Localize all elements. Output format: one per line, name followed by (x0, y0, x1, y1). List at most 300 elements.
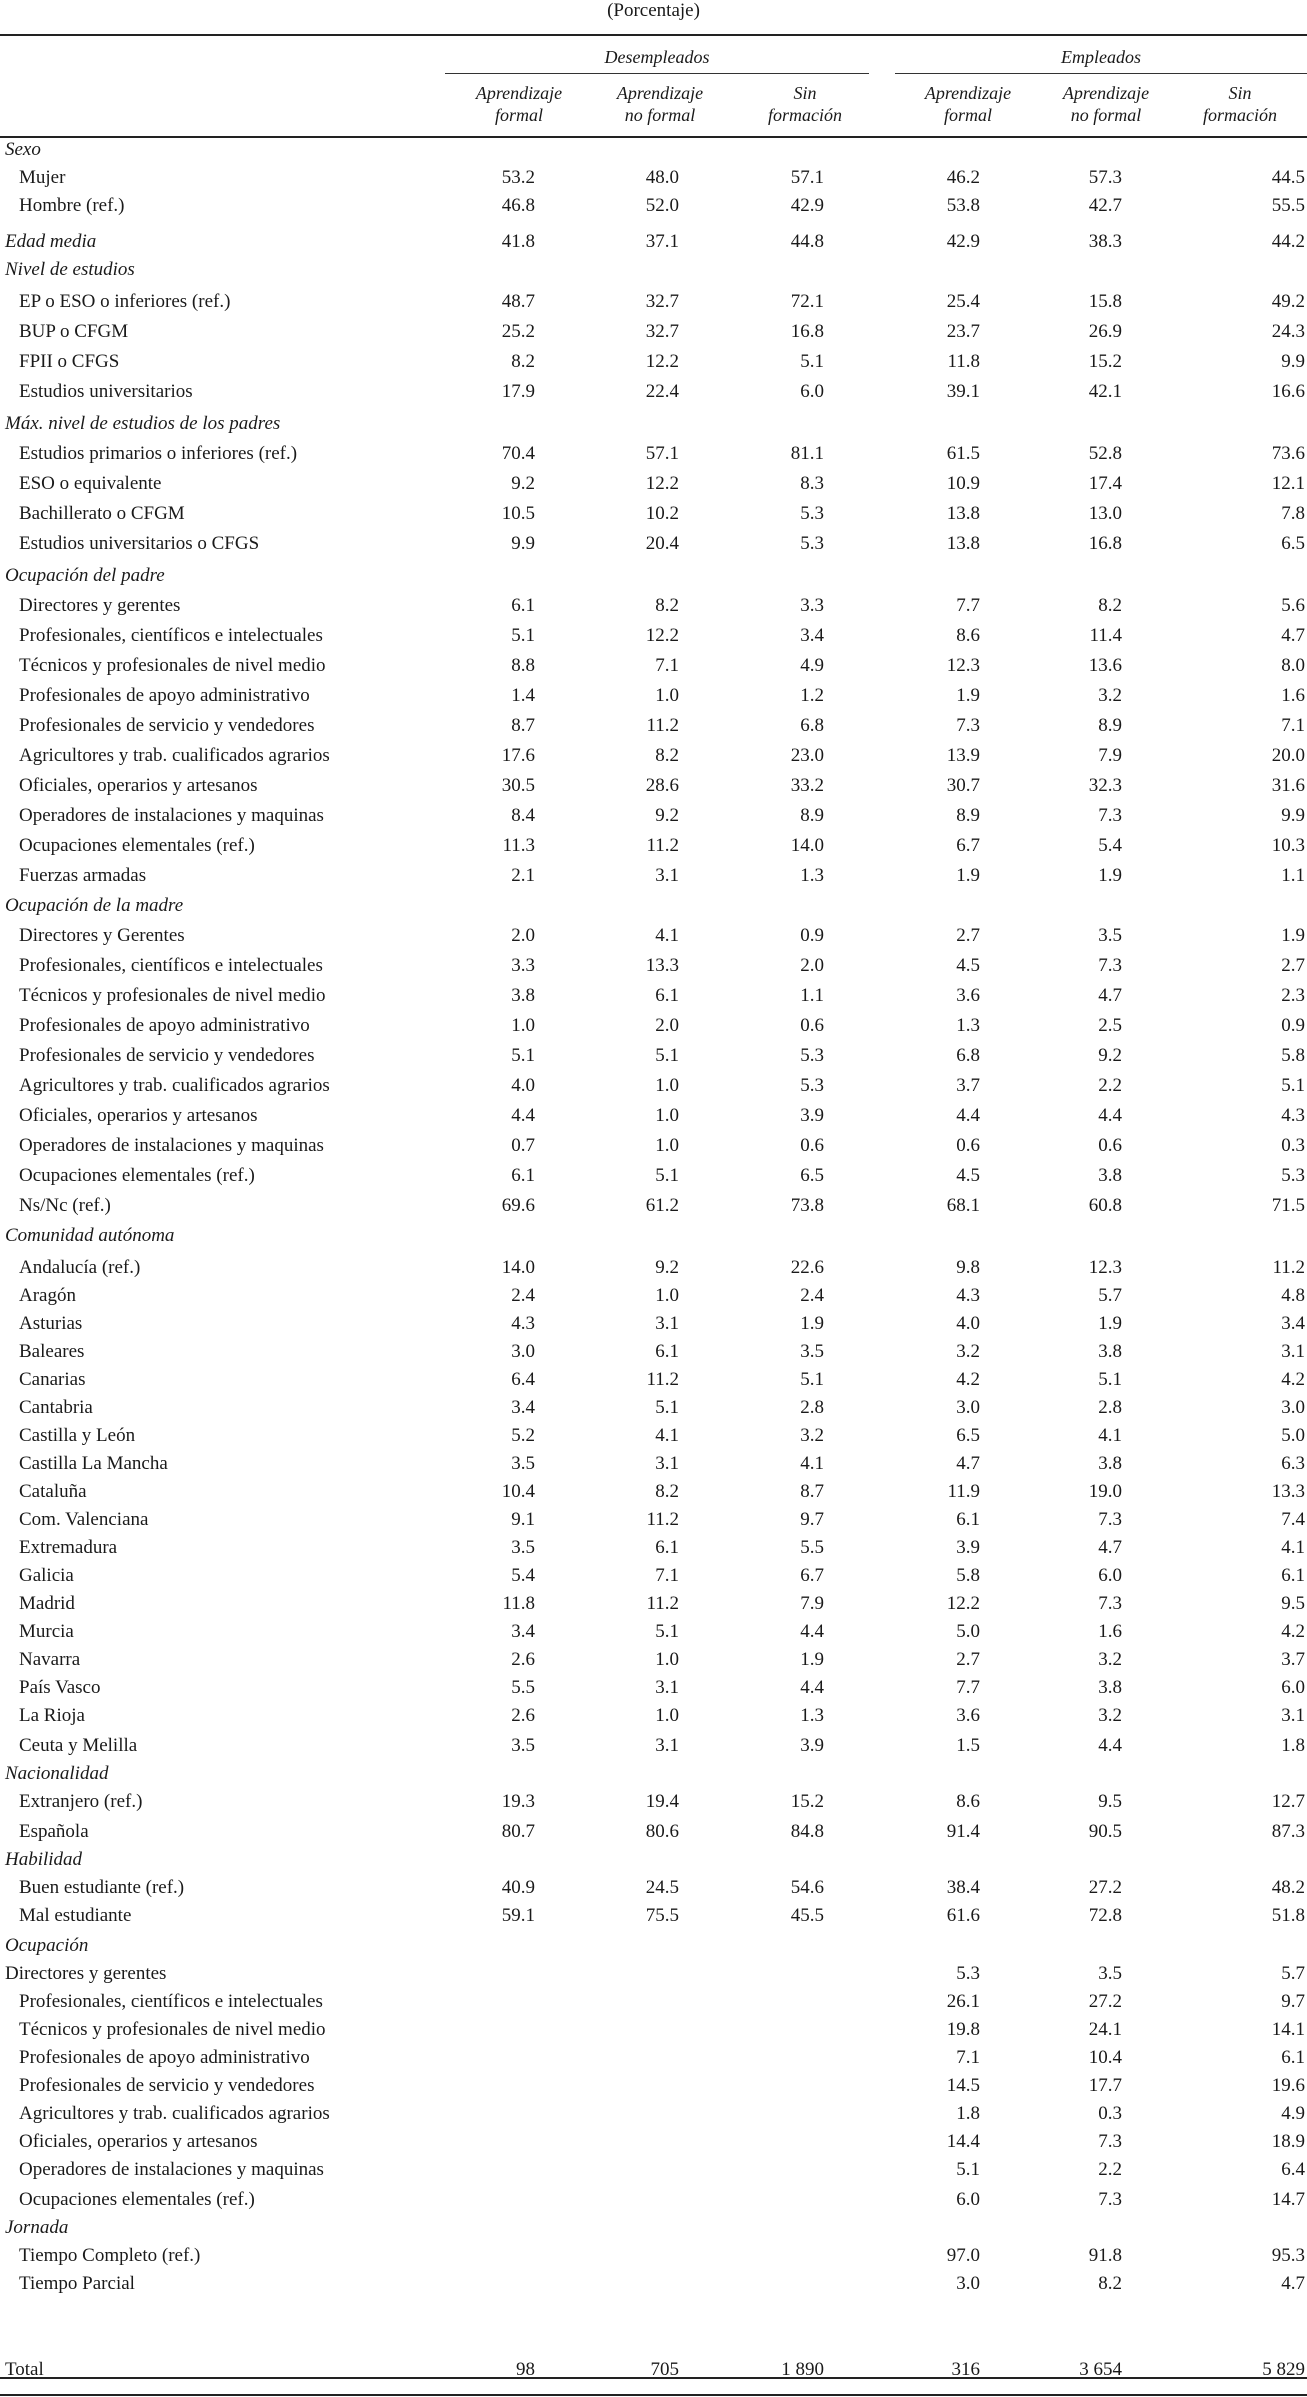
cell-value: 46.8 (501, 195, 535, 216)
row-label: BUP o CFGM (19, 321, 129, 342)
cell-value: 14.1 (1271, 2019, 1305, 2040)
cell-value: 5.5 (800, 1537, 824, 1558)
cell-value: 1.0 (511, 1015, 535, 1036)
row-label: Baleares (19, 1341, 85, 1362)
row-label: Hombre (ref.) (19, 195, 125, 216)
section-row (0, 562, 1307, 590)
cell-value: 9.9 (511, 533, 535, 554)
cell-value: 44.8 (790, 231, 824, 252)
cell-value: 16.8 (790, 321, 824, 342)
row-label: Murcia (19, 1621, 74, 1642)
col-header-unemployed-none (730, 82, 880, 126)
cell-value: 3.8 (1098, 1341, 1122, 1362)
cell-value: 4.3 (1281, 1105, 1305, 1126)
cell-value: 9.2 (655, 805, 679, 826)
cell-value: 5.1 (800, 1369, 824, 1390)
row-label: Canarias (19, 1369, 86, 1390)
cell-value: 12.2 (645, 473, 679, 494)
cell-value: 7.3 (1098, 2131, 1122, 2152)
col-header-line: no formal (624, 105, 696, 125)
col-header-line: formal (494, 105, 543, 125)
cell-value: 37.1 (645, 231, 679, 252)
table-row (0, 952, 1307, 980)
cell-value: 1.6 (1098, 1621, 1122, 1642)
section-row (0, 2214, 1307, 2242)
cell-value: 0.6 (800, 1015, 824, 1036)
cell-value: 3.6 (956, 1705, 980, 1726)
cell-value: 5.1 (511, 1045, 535, 1066)
cell-value: 13.6 (1088, 655, 1122, 676)
row-label: Ocupaciones elementales (ref.) (19, 835, 255, 856)
cell-value: 3.9 (956, 1537, 980, 1558)
cell-value: 3.5 (511, 1537, 535, 1558)
table-row (0, 318, 1307, 346)
cell-value: 42.9 (946, 231, 980, 252)
cell-value: 20.4 (645, 533, 679, 554)
cell-value: 22.6 (790, 1257, 824, 1278)
row-label: Técnicos y profesionales de nivel medio (19, 2019, 326, 2040)
cell-value: 3.0 (956, 1397, 980, 1418)
section-row (0, 136, 1307, 164)
table-row (0, 1674, 1307, 1702)
cell-value: 2.4 (511, 1285, 535, 1306)
cell-value: 3.2 (1098, 685, 1122, 706)
cell-value: 4.5 (956, 955, 980, 976)
cell-value: 5.3 (956, 1963, 980, 1984)
row-label: Profesionales de servicio y vendedores (19, 1045, 315, 1066)
cell-value: 6.7 (800, 1565, 824, 1586)
row-label: EP o ESO o inferiores (ref.) (19, 291, 231, 312)
cell-value: 5.5 (511, 1677, 535, 1698)
cell-value: 33.2 (790, 775, 824, 796)
cell-value: 4.0 (956, 1313, 980, 1334)
section-row (0, 892, 1307, 920)
cell-value: 4.2 (956, 1369, 980, 1390)
table-row (0, 682, 1307, 710)
row-label: Profesionales, científicos e intelectuales (19, 955, 323, 976)
cell-value: 6.1 (511, 595, 535, 616)
cell-value: 40.9 (501, 1877, 535, 1898)
row-label: Navarra (19, 1649, 81, 1670)
cell-value: 32.7 (645, 321, 679, 342)
row-label: Madrid (19, 1593, 75, 1614)
cell-value: 3.2 (956, 1341, 980, 1362)
cell-value: 2.8 (800, 1397, 824, 1418)
cell-value: 0.9 (1281, 1015, 1305, 1036)
cell-value: 3.5 (800, 1341, 824, 1362)
cell-value: 51.8 (1271, 1905, 1305, 1926)
table-row (0, 164, 1307, 192)
cell-value: 6.8 (956, 1045, 980, 1066)
cell-value: 4.1 (655, 925, 679, 946)
cell-value: 3.0 (956, 2273, 980, 2294)
cell-value: 1.3 (956, 1015, 980, 1036)
section-row (0, 228, 1307, 256)
cell-value: 13.3 (645, 955, 679, 976)
cell-value: 11.3 (502, 835, 535, 856)
cell-value: 5.1 (655, 1165, 679, 1186)
row-label: Asturias (19, 1313, 83, 1334)
cell-value: 3.1 (655, 1313, 679, 1334)
cell-value: 4.1 (655, 1425, 679, 1446)
cell-value: 1.9 (800, 1649, 824, 1670)
cell-value: 45.5 (790, 1905, 824, 1926)
cell-value: 5.7 (1098, 1285, 1122, 1306)
cell-value: 12.2 (645, 351, 679, 372)
cell-value: 17.4 (1088, 473, 1122, 494)
cell-value: 27.2 (1088, 1877, 1122, 1898)
cell-value: 38.3 (1088, 231, 1122, 252)
row-label: Oficiales, operarios y artesanos (19, 775, 258, 796)
cell-value: 16.6 (1271, 381, 1305, 402)
cell-value: 20.0 (1271, 745, 1305, 766)
cell-value: 2.2 (1098, 1075, 1122, 1096)
row-label: Profesionales, científicos e intelectuales (19, 625, 323, 646)
table-row (0, 2072, 1307, 2100)
cell-value: 0.6 (956, 1135, 980, 1156)
cell-value: 12.2 (946, 1593, 980, 1614)
cell-value: 4.4 (956, 1105, 980, 1126)
cell-value: 0.3 (1281, 1135, 1305, 1156)
cell-value: 2.0 (511, 925, 535, 946)
cell-value: 54.6 (790, 1877, 824, 1898)
cell-value: 2.1 (511, 865, 535, 886)
row-label: Nivel de estudios (5, 259, 135, 280)
cell-value: 4.2 (1281, 1621, 1305, 1642)
cell-value: 48.7 (501, 291, 535, 312)
cell-value: 61.6 (946, 1905, 980, 1926)
cell-value: 3.9 (800, 1735, 824, 1756)
row-label: Operadores de instalaciones y maquinas (19, 2159, 324, 2180)
row-label: Tiempo Parcial (19, 2273, 135, 2294)
cell-value: 19.6 (1271, 2075, 1305, 2096)
cell-value: 42.9 (790, 195, 824, 216)
table-row (0, 1506, 1307, 1534)
cell-value: 53.2 (501, 167, 535, 188)
cell-value: 97.0 (946, 2245, 980, 2266)
cell-value: 8.9 (956, 805, 980, 826)
cell-value: 68.1 (946, 1195, 980, 1216)
cell-value: 11.2 (646, 1509, 679, 1530)
cell-value: 5.1 (655, 1045, 679, 1066)
row-label: Española (19, 1821, 89, 1842)
cell-value: 2.6 (511, 1649, 535, 1670)
cell-value: 7.1 (1281, 715, 1305, 736)
row-label: Operadores de instalaciones y maquinas (19, 1135, 324, 1156)
cell-value: 5.3 (800, 503, 824, 524)
cell-value: 0.6 (800, 1135, 824, 1156)
row-label: Cantabria (19, 1397, 93, 1418)
cell-value: 1.0 (655, 1649, 679, 1670)
cell-value: 2.7 (956, 1649, 980, 1670)
table-row (0, 2100, 1307, 2128)
cell-value: 2.0 (655, 1015, 679, 1036)
bottom-rule (0, 2394, 1307, 2396)
cell-value: 5.3 (800, 533, 824, 554)
table-row (0, 2044, 1307, 2072)
col-header-line: formación (768, 105, 842, 125)
cell-value: 3.0 (511, 1341, 535, 1362)
cell-value: 6.7 (956, 835, 980, 856)
cell-value: 5.8 (1281, 1045, 1305, 1066)
row-label: Nacionalidad (5, 1763, 109, 1784)
cell-value: 5.2 (511, 1425, 535, 1446)
cell-value: 24.5 (645, 1877, 679, 1898)
cell-value: 19.0 (1088, 1481, 1122, 1502)
cell-value: 11.2 (646, 1369, 679, 1390)
cell-value: 27.2 (1088, 1991, 1122, 2012)
cell-value: 1.0 (655, 1705, 679, 1726)
row-label: Edad media (5, 231, 97, 252)
table-row (0, 652, 1307, 680)
cell-value: 6.1 (1281, 2047, 1305, 2068)
table-row (0, 742, 1307, 770)
row-label: Agricultores y trab. cualificados agrarios (19, 2103, 330, 2124)
row-label: Castilla y León (19, 1425, 136, 1446)
table-row (0, 1960, 1307, 1988)
cell-value: 9.8 (956, 1257, 980, 1278)
cell-value: 9.1 (511, 1509, 535, 1530)
cell-value: 2.2 (1098, 2159, 1122, 2180)
cell-value: 1.8 (1281, 1735, 1305, 1756)
cell-value: 8.6 (956, 1791, 980, 1812)
col-header-line: formal (943, 105, 992, 125)
table-row (0, 2128, 1307, 2156)
table-row (0, 1162, 1307, 1190)
cell-value: 2.5 (1098, 1015, 1122, 1036)
cell-value: 3.1 (655, 1453, 679, 1474)
col-header-line: Aprendizaje (475, 83, 563, 103)
cell-value: 11.2 (646, 835, 679, 856)
row-label: Directores y Gerentes (19, 925, 185, 946)
cell-value: 53.8 (946, 195, 980, 216)
cell-value: 1.1 (800, 985, 824, 1006)
cell-value: 3.5 (511, 1735, 535, 1756)
cell-value: 4.7 (1098, 1537, 1122, 1558)
cell-value: 13.3 (1271, 1481, 1305, 1502)
cell-value: 17.7 (1088, 2075, 1122, 2096)
cell-value: 61.2 (645, 1195, 679, 1216)
cell-value: 4.4 (800, 1621, 824, 1642)
table-row (0, 1818, 1307, 1846)
cell-value: 13.8 (946, 533, 980, 554)
table-row (0, 1874, 1307, 1902)
cell-value: 6.0 (1281, 1677, 1305, 1698)
table-row (0, 1478, 1307, 1506)
row-label: Ocupación (5, 1935, 89, 1956)
total-label: Total (5, 2359, 44, 2380)
row-label: Profesionales de apoyo administrativo (19, 685, 310, 706)
cell-value: 10.3 (1271, 835, 1305, 856)
cell-value: 91.4 (946, 1821, 980, 1842)
cell-value: 1.9 (956, 865, 980, 886)
cell-value: 72.1 (790, 291, 824, 312)
col-header-employed-nonformal (1031, 82, 1181, 126)
cell-value: 1.5 (956, 1735, 980, 1756)
cell-value: 3.8 (1098, 1165, 1122, 1186)
cell-value: 1.9 (1098, 1313, 1122, 1334)
cell-value: 3.5 (1098, 925, 1122, 946)
cell-value: 3.3 (511, 955, 535, 976)
row-label: Ocupación del padre (5, 565, 165, 586)
row-label: Cataluña (19, 1481, 87, 1502)
cell-value: 3.0 (1281, 1397, 1305, 1418)
cell-value: 24.1 (1088, 2019, 1122, 2040)
cell-value: 4.8 (1281, 1285, 1305, 1306)
table-row (0, 922, 1307, 950)
row-label: Ocupaciones elementales (ref.) (19, 1165, 255, 1186)
total-value: 316 (951, 2359, 980, 2380)
cell-value: 14.7 (1271, 2189, 1305, 2210)
cell-value: 5.1 (655, 1621, 679, 1642)
col-header-line: Sin (793, 83, 817, 103)
total-row (0, 2356, 1307, 2384)
cell-value: 24.3 (1271, 321, 1305, 342)
row-label: Estudios primarios o inferiores (ref.) (19, 443, 298, 464)
row-label: Técnicos y profesionales de nivel medio (19, 655, 326, 676)
section-row (0, 410, 1307, 438)
cell-value: 9.9 (1281, 351, 1305, 372)
cell-value: 1.2 (800, 685, 824, 706)
cell-value: 2.7 (956, 925, 980, 946)
cell-value: 31.6 (1271, 775, 1305, 796)
table-row (0, 1646, 1307, 1674)
cell-value: 3.7 (1281, 1649, 1305, 1670)
table-row (0, 2186, 1307, 2214)
cell-value: 8.2 (511, 351, 535, 372)
cell-value: 3.5 (511, 1453, 535, 1474)
cell-value: 6.5 (1281, 533, 1305, 554)
cell-value: 55.5 (1271, 195, 1305, 216)
cell-value: 8.7 (800, 1481, 824, 1502)
cell-value: 49.2 (1271, 291, 1305, 312)
cell-value: 8.2 (655, 1481, 679, 1502)
cell-value: 95.3 (1271, 2245, 1305, 2266)
row-label: Com. Valenciana (19, 1509, 149, 1530)
cell-value: 3.1 (655, 1735, 679, 1756)
cell-value: 6.3 (1281, 1453, 1305, 1474)
row-label: Buen estudiante (ref.) (19, 1877, 185, 1898)
cell-value: 5.4 (1098, 835, 1122, 856)
cell-value: 7.4 (1281, 1509, 1305, 1530)
cell-value: 19.3 (501, 1791, 535, 1812)
cell-value: 5.0 (956, 1621, 980, 1642)
cell-value: 7.7 (956, 595, 980, 616)
row-label: Máx. nivel de estudios de los padres (5, 413, 281, 434)
cell-value: 1.9 (800, 1313, 824, 1334)
row-label: Bachillerato o CFGM (19, 503, 185, 524)
cell-value: 4.7 (1281, 625, 1305, 646)
cell-value: 7.3 (1098, 805, 1122, 826)
cell-value: 8.3 (800, 473, 824, 494)
table-row (0, 530, 1307, 558)
cell-value: 15.8 (1088, 291, 1122, 312)
table-row (0, 2156, 1307, 2184)
cell-value: 7.1 (655, 655, 679, 676)
cell-value: 46.2 (946, 167, 980, 188)
row-label: Castilla La Mancha (19, 1453, 168, 1474)
cell-value: 28.6 (645, 775, 679, 796)
cell-value: 3.8 (1098, 1677, 1122, 1698)
cell-value: 70.4 (501, 443, 535, 464)
cell-value: 14.0 (501, 1257, 535, 1278)
cell-value: 4.9 (800, 655, 824, 676)
row-label: Galicia (19, 1565, 74, 1586)
table-row (0, 1562, 1307, 1590)
cell-value: 72.8 (1088, 1905, 1122, 1926)
cell-value: 4.2 (1281, 1369, 1305, 1390)
cell-value: 9.5 (1281, 1593, 1305, 1614)
cell-value: 80.7 (501, 1821, 535, 1842)
table-row (0, 1534, 1307, 1562)
row-label: Comunidad autónoma (5, 1225, 175, 1246)
cell-value: 19.8 (946, 2019, 980, 2040)
cell-value: 11.2 (646, 1593, 679, 1614)
row-label: Agricultores y trab. cualificados agrarios (19, 1075, 330, 1096)
total-value: 705 (650, 2359, 679, 2380)
cell-value: 11.2 (646, 715, 679, 736)
row-label: Directores y gerentes (19, 595, 181, 616)
cell-value: 8.9 (1098, 715, 1122, 736)
row-label: FPII o CFGS (19, 351, 120, 372)
cell-value: 10.2 (645, 503, 679, 524)
cell-value: 8.7 (511, 715, 535, 736)
cell-value: 1.8 (956, 2103, 980, 2124)
row-label: Estudios universitarios o CFGS (19, 533, 260, 554)
cell-value: 7.1 (655, 1565, 679, 1586)
row-label: Habilidad (5, 1849, 83, 1870)
cell-value: 75.5 (645, 1905, 679, 1926)
cell-value: 1.9 (1281, 925, 1305, 946)
cell-value: 4.1 (1098, 1425, 1122, 1446)
cell-value: 3.7 (956, 1075, 980, 1096)
cell-value: 3.6 (956, 985, 980, 1006)
total-value: 98 (516, 2359, 535, 2380)
cell-value: 9.2 (511, 473, 535, 494)
cell-value: 5.3 (800, 1045, 824, 1066)
cell-value: 3.4 (800, 625, 824, 646)
table-row (0, 1732, 1307, 1760)
cell-value: 2.8 (1098, 1397, 1122, 1418)
cell-value: 1.0 (655, 685, 679, 706)
row-label: Ocupación de la madre (5, 895, 184, 916)
row-label: ESO o equivalente (19, 473, 162, 494)
table-row (0, 1254, 1307, 1282)
cell-value: 6.1 (511, 1165, 535, 1186)
table-row (0, 1590, 1307, 1618)
cell-value: 3.2 (1098, 1649, 1122, 1670)
cell-value: 12.2 (645, 625, 679, 646)
table-row (0, 832, 1307, 860)
cell-value: 3.8 (511, 985, 535, 1006)
cell-value: 0.7 (511, 1135, 535, 1156)
cell-value: 4.4 (1098, 1735, 1122, 1756)
cell-value: 3.2 (800, 1425, 824, 1446)
group-header-employed: Empleados (1061, 47, 1141, 67)
table-row (0, 1310, 1307, 1338)
total-value: 1 890 (781, 2359, 824, 2380)
cell-value: 1.3 (800, 865, 824, 886)
cell-value: 44.5 (1271, 167, 1305, 188)
cell-value: 84.8 (790, 1821, 824, 1842)
cell-value: 6.1 (956, 1509, 980, 1530)
cell-value: 7.3 (956, 715, 980, 736)
table-row (0, 772, 1307, 800)
col-header-employed-none (1165, 82, 1307, 126)
cell-value: 4.4 (511, 1105, 535, 1126)
cell-value: 1.3 (800, 1705, 824, 1726)
section-row (0, 1932, 1307, 1960)
